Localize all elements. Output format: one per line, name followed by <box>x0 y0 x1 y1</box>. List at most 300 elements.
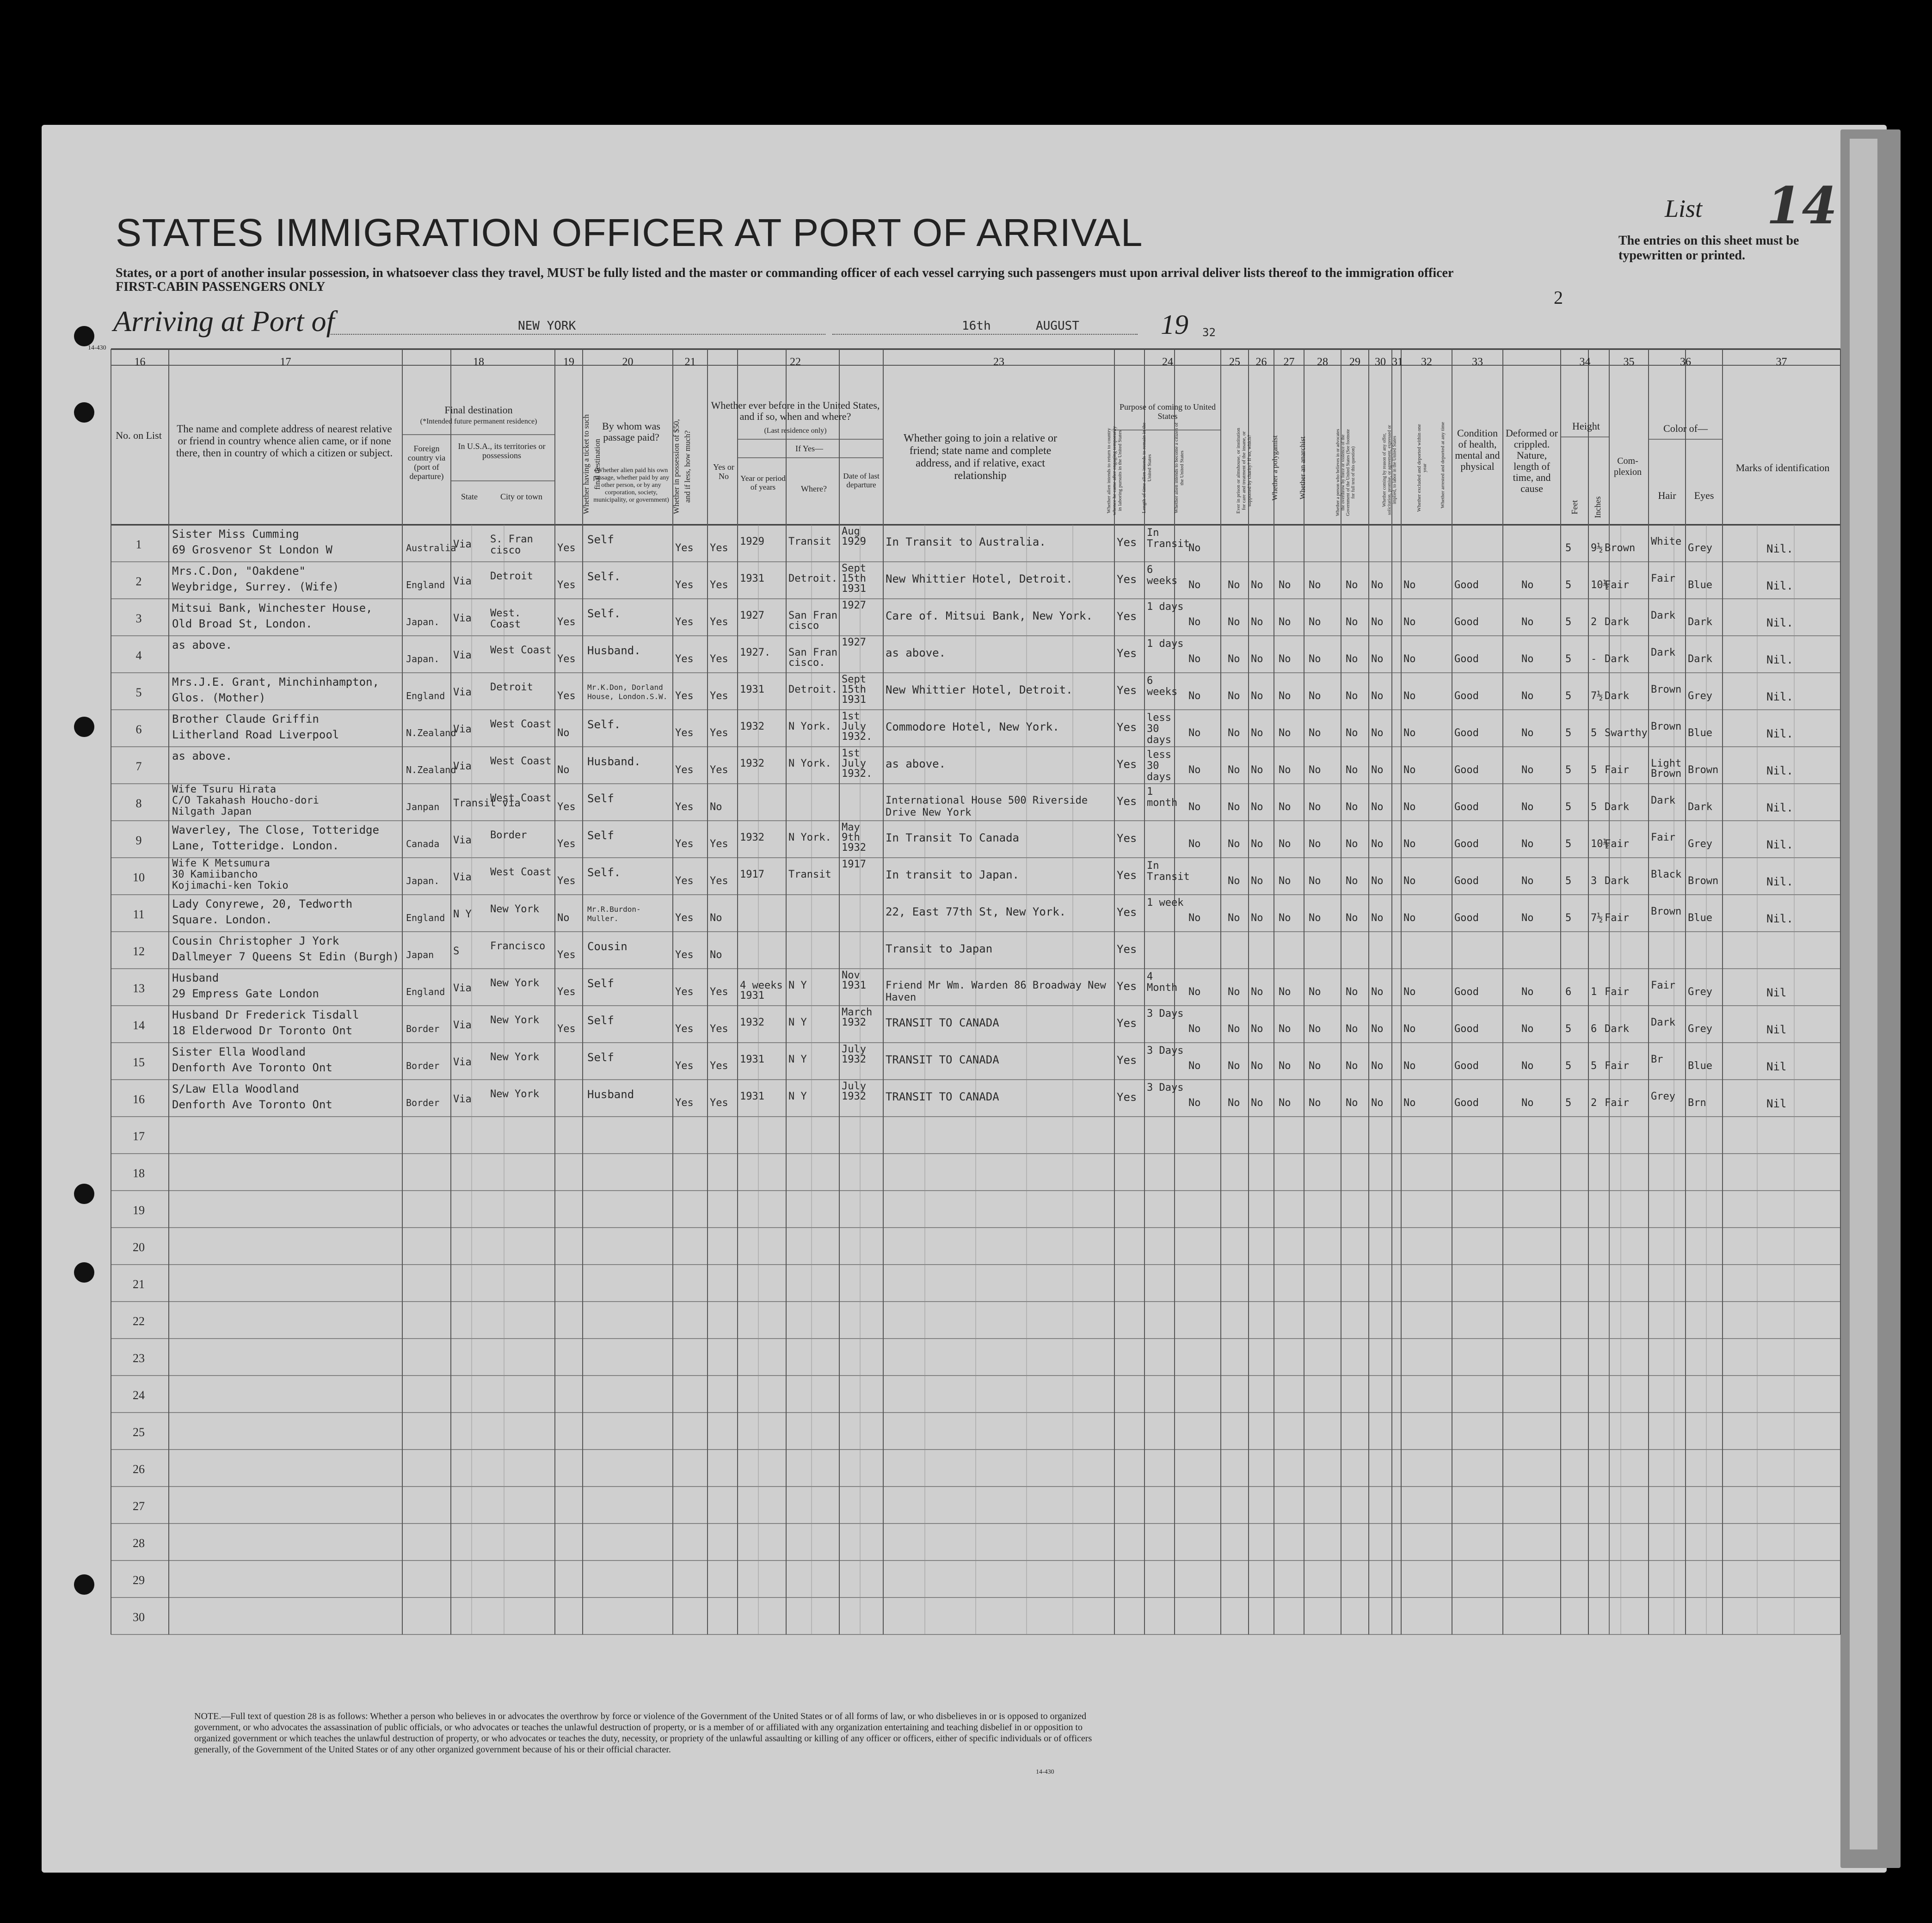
foreign-country-cell: N.Zealand <box>406 764 456 775</box>
anarchist-cell: No <box>1279 1097 1291 1109</box>
column-number: 27 <box>1283 356 1295 368</box>
column-number: 22 <box>790 356 801 368</box>
citizen-cell: No <box>1188 1023 1201 1035</box>
row-number: 28 <box>133 1536 145 1550</box>
hair-cell: Dark <box>1651 647 1675 658</box>
complexion-cell: Dark <box>1605 1023 1629 1035</box>
deported-cell: No <box>1403 1060 1416 1072</box>
column-number: 19 <box>563 356 574 368</box>
relative-address-line: S/Law Ella Woodland <box>172 1082 299 1095</box>
column-number: 35 <box>1623 356 1635 368</box>
year-cell: 4 weeks 1931 <box>740 980 783 1001</box>
before-cell: Yes <box>710 838 728 850</box>
state-cell: Via <box>453 687 472 698</box>
polygamist-cell: No <box>1251 986 1263 998</box>
row-number: 24 <box>133 1388 145 1402</box>
length-of-stay-cell: 1 days <box>1147 601 1184 613</box>
relative-address-line: Brother Claude Griffin <box>172 713 319 725</box>
joining-cell: 22, East 77th St, New York. <box>886 905 1066 918</box>
row-number: 27 <box>133 1499 145 1513</box>
polygamist-cell: No <box>1251 1097 1263 1109</box>
intro-text: States, or a port of another insular possession, in whatsoever class they travel, MUST be fully listed and the master or commanding officer of each vessel carrying such passengers must upon arrival deliver lists thereof to the immigration officer <box>116 266 1454 280</box>
feet-cell: 5 <box>1565 690 1572 702</box>
anarchist-cell: No <box>1279 690 1291 702</box>
purpose-cell: Yes <box>1117 721 1137 734</box>
marks-cell: Nil. <box>1766 875 1793 888</box>
labor-offer-cell: No <box>1346 616 1358 628</box>
hair-cell: Brown <box>1651 684 1682 695</box>
relative-address-line: Mitsui Bank, Winchester House, <box>172 602 373 614</box>
eyes-cell: Brn <box>1688 1097 1706 1109</box>
purpose-cell: Yes <box>1117 573 1137 586</box>
column-number: 25 <box>1229 356 1240 368</box>
header-complexion: Com-plexion <box>1614 456 1642 477</box>
row-number: 23 <box>133 1352 145 1365</box>
purpose-cell: Yes <box>1117 943 1137 956</box>
money-cell: Yes <box>675 949 694 961</box>
deformed-cell: No <box>1521 801 1534 813</box>
complexion-cell: Swarthy <box>1605 727 1648 739</box>
passage-paid-cell: Self <box>587 533 614 546</box>
row-number: 20 <box>133 1241 145 1254</box>
length-of-stay-cell: 1 week <box>1147 897 1184 909</box>
departure-date-cell: May 9th 1932 <box>842 822 866 854</box>
inches-cell: 7½ <box>1591 690 1603 702</box>
state-cell: Via <box>453 613 472 624</box>
health-cell: Good <box>1454 1097 1479 1109</box>
health-cell: Good <box>1454 801 1479 813</box>
marks-cell: Nil <box>1766 1060 1787 1073</box>
complexion-cell: Dark <box>1605 875 1629 887</box>
header-c25: Ever in prison or almshouse, or institution for care and treatment of the insane, or supported by charity? If so, which? <box>1236 428 1252 514</box>
passage-paid-cell: Self. <box>587 718 621 731</box>
deported-cell: No <box>1403 764 1416 776</box>
length-of-stay-cell: 3 Days <box>1147 1045 1184 1057</box>
header-inches: Inches <box>1593 496 1602 518</box>
health-cell: Good <box>1454 616 1479 628</box>
money-cell: Yes <box>675 764 694 776</box>
citizen-cell: No <box>1188 1097 1201 1109</box>
row-number: 30 <box>133 1610 145 1624</box>
foreign-country-cell: England <box>406 690 445 701</box>
class-text: FIRST-CABIN PASSENGERS ONLY <box>116 280 326 294</box>
deported-cell: No <box>1403 616 1416 628</box>
header-if-yes: If Yes— <box>795 444 823 453</box>
header-nearest-relative: The name and complete address of nearest relative or friend in country whence alien came, or if none there, then in country of which a citizen or subject. <box>176 423 393 459</box>
before-cell: Yes <box>710 542 728 554</box>
joining-cell: International House 500 Riverside Drive New York <box>886 795 1088 818</box>
header-c24a: Whether alien intends to return to country whence he came after engaging temporarily in laboring pursuits in the United States <box>1106 426 1123 516</box>
header-final-destination: Final destination <box>444 404 513 416</box>
header-c28: Whether a person who believes in or advocates the overthrow by force or violence of the Government of the United States (See footnote for full text of this question) <box>1335 429 1356 516</box>
row-number: 7 <box>135 760 142 773</box>
state-cell: Via <box>453 1057 472 1068</box>
relative-address-line: Dallmeyer 7 Queens St Edin (Burgh) <box>172 950 400 963</box>
foreign-country-cell: Japan. <box>406 875 440 886</box>
city-cell: West Coast <box>490 793 552 804</box>
anarchist-cell: No <box>1279 616 1291 628</box>
where-cell: Transit <box>788 869 831 880</box>
purpose-cell: Yes <box>1117 1091 1137 1104</box>
citizen-cell: No <box>1188 616 1201 628</box>
departure-date-cell: July 1932 <box>842 1081 866 1102</box>
polygamist-cell: No <box>1251 690 1263 702</box>
year-cell: 1931 <box>740 684 764 695</box>
purpose-cell: Yes <box>1117 1054 1137 1067</box>
departure-date-cell: Nov 1931 <box>842 970 866 991</box>
joining-cell: New Whittier Hotel, Detroit. <box>886 572 1073 585</box>
header-final-destination-note: (*Intended future permanent residence) <box>420 418 537 425</box>
header-c24c: Whether alien intends to become a citizen of the United States <box>1174 422 1185 514</box>
departure-date-cell: 1927 <box>842 600 866 611</box>
joining-cell: Commodore Hotel, New York. <box>886 720 1059 733</box>
city-cell: New York <box>490 977 539 989</box>
deformed-cell: No <box>1521 1060 1534 1072</box>
length-of-stay-cell: 1 month <box>1147 786 1178 809</box>
anarchist-cell: No <box>1279 764 1291 776</box>
relative-address-line: Old Broad St, London. <box>172 617 313 630</box>
prison-cell: No <box>1228 1060 1240 1072</box>
citizen-cell: No <box>1188 653 1201 665</box>
state-cell: Via <box>453 872 472 883</box>
marks-cell: Nil. <box>1766 542 1793 555</box>
labor-offer-cell: No <box>1346 727 1358 739</box>
column-number: 23 <box>993 356 1004 368</box>
prison-cell: No <box>1228 875 1240 887</box>
passage-paid-cell: Husband. <box>587 755 641 768</box>
column-number: 29 <box>1349 356 1360 368</box>
departure-date-cell: 1917 <box>842 859 866 870</box>
relative-address-line: 29 Empress Gate London <box>172 987 319 1000</box>
passage-paid-cell: Husband. <box>587 644 641 657</box>
foreign-country-cell: Japan <box>406 949 434 960</box>
header-c24b: Length of time alien intends to remain in the United States <box>1141 422 1152 514</box>
money-cell: Yes <box>675 690 694 702</box>
city-cell: New York <box>490 903 539 915</box>
header-foreign-country: Foreign country via (port of departure) <box>407 444 446 481</box>
where-cell: N Y <box>788 1017 807 1028</box>
marks-cell: Nil. <box>1766 764 1793 777</box>
foreign-country-cell: Border <box>406 1097 440 1108</box>
joining-cell: In Transit To Canada <box>886 831 1019 844</box>
marks-cell: Nil <box>1766 1097 1787 1110</box>
feet-cell: 5 <box>1565 542 1572 554</box>
overthrow-cell: No <box>1309 875 1321 887</box>
health-cell: Good <box>1454 1060 1479 1072</box>
hair-cell: Dark <box>1651 1017 1675 1028</box>
length-of-stay-cell: 4 Month <box>1147 971 1178 994</box>
money-cell: Yes <box>675 801 694 813</box>
where-cell: N Y <box>788 1054 807 1065</box>
header-c26: Whether a polygamist <box>1271 435 1279 501</box>
excluded-cell: No <box>1371 764 1384 776</box>
health-cell: Good <box>1454 986 1479 998</box>
inches-cell: - <box>1591 653 1597 665</box>
inches-cell: 10½ <box>1591 579 1609 591</box>
typewritten-note: The entries on this sheet must be typewritten or printed. <box>1618 233 1799 263</box>
row-number: 11 <box>133 908 145 921</box>
relative-address-line: Sister Ella Woodland <box>172 1045 306 1058</box>
before-cell: No <box>710 912 722 924</box>
length-of-stay-cell: 1 days <box>1147 638 1184 650</box>
eyes-cell: Grey <box>1688 1023 1712 1035</box>
overthrow-cell: No <box>1309 764 1321 776</box>
marks-cell: Nil. <box>1766 912 1793 925</box>
hair-cell: Dark <box>1651 610 1675 621</box>
deported-cell: No <box>1403 653 1416 665</box>
ticket-cell: Yes <box>557 542 576 554</box>
overthrow-cell: No <box>1309 1060 1321 1072</box>
deported-cell: No <box>1403 727 1416 739</box>
city-cell: New York <box>490 1051 539 1063</box>
complexion-cell: Brown <box>1605 542 1636 554</box>
state-cell: S <box>453 946 460 957</box>
prison-cell: No <box>1228 727 1240 739</box>
city-cell: West Coast <box>490 719 552 730</box>
inches-cell: 5 <box>1591 1060 1597 1072</box>
header-possession-50: Whether in possession of $50, and if less, how much? <box>672 419 692 514</box>
year-cell: 1931 <box>740 1091 764 1102</box>
length-of-stay-cell: less 30 days <box>1147 749 1171 783</box>
feet-cell: 5 <box>1565 616 1572 628</box>
header-passage-paid: By whom was passage paid? <box>602 420 660 443</box>
deformed-cell: No <box>1521 875 1534 887</box>
city-cell: Detroit <box>490 571 533 582</box>
footnote: NOTE.—Full text of question 28 is as follows: Whether a person who believes in or advocates the overthrow by force or violence of the Government of the United States or of all forms of law, or who disbelieves in or is opposed to organized government, or who advocates the assassination of public officials, or who advocates or teaches the unlawful destruction of property, or is a member of or affiliated with any organization entertaining and teaching disbelief in or opposition to organized government or which teaches the unlawful destruction of property, or who advocates or teaches the duty, necessity, or propriety of the unlawful assaulting or killing of any officer or officers, either of specific individuals or of officers generally, of the Government of the United States or of any other organized government because of his or their official character. <box>194 1711 1092 1755</box>
header-c29: Whether coming by reason of any offer, solicitation, promise, or agreement, expressed or implied, to labor in the United States <box>1382 425 1397 515</box>
marks-cell: Nil. <box>1766 690 1793 703</box>
departure-date-cell: 1st July 1932. <box>842 711 873 743</box>
citizen-cell: No <box>1188 727 1201 739</box>
health-cell: Good <box>1454 579 1479 591</box>
inches-cell: 9½ <box>1591 542 1603 554</box>
polygamist-cell: No <box>1251 801 1263 813</box>
deformed-cell: No <box>1521 653 1534 665</box>
joining-cell: In transit to Japan. <box>886 868 1019 881</box>
ticket-cell: Yes <box>557 838 576 850</box>
passage-paid-cell: Mr.R.Burdon-Muller. <box>587 905 641 923</box>
column-number: 34 <box>1579 356 1591 368</box>
anarchist-cell: No <box>1279 912 1291 924</box>
row-number: 18 <box>133 1167 145 1180</box>
relative-address-line: Lady Conyrewe, 20, Tedworth <box>172 897 353 910</box>
ticket-cell: Yes <box>557 875 576 887</box>
column-number: 20 <box>622 356 634 368</box>
deported-cell: No <box>1403 579 1416 591</box>
health-cell: Good <box>1454 690 1479 702</box>
purpose-cell: Yes <box>1117 1017 1137 1030</box>
year-cell: 1932 <box>740 721 764 732</box>
row-number: 21 <box>133 1278 145 1291</box>
foreign-country-cell: Australia <box>406 542 456 553</box>
deported-cell: No <box>1403 912 1416 924</box>
column-number: 33 <box>1472 356 1483 368</box>
where-cell: N Y <box>788 1091 807 1102</box>
row-number: 25 <box>133 1425 145 1439</box>
row-number: 14 <box>133 1019 145 1032</box>
purpose-cell: Yes <box>1117 610 1137 623</box>
citizen-cell: No <box>1188 801 1201 813</box>
labor-offer-cell: No <box>1346 653 1358 665</box>
prison-cell: No <box>1228 986 1240 998</box>
purpose-cell: Yes <box>1117 832 1137 845</box>
departure-date-cell: Aug 1929 <box>842 526 866 547</box>
marks-cell: Nil. <box>1766 838 1793 851</box>
year-suffix: 32 <box>1202 326 1216 339</box>
hair-cell: Fair <box>1651 832 1675 843</box>
before-cell: No <box>710 949 722 961</box>
deformed-cell: No <box>1521 1023 1534 1035</box>
overthrow-cell: No <box>1309 653 1321 665</box>
overthrow-cell: No <box>1309 616 1321 628</box>
anarchist-cell: No <box>1279 875 1291 887</box>
deported-cell: No <box>1403 1023 1416 1035</box>
marks-cell: Nil. <box>1766 727 1793 740</box>
deported-cell: No <box>1403 690 1416 702</box>
header-yes-or-no: Yes or No <box>713 462 734 481</box>
year-cell: 1917 <box>740 869 764 880</box>
joining-cell: TRANSIT TO CANADA <box>886 1016 999 1029</box>
citizen-cell: No <box>1188 986 1201 998</box>
inches-cell: 5 <box>1591 727 1597 739</box>
money-cell: Yes <box>675 912 694 924</box>
row-number: 29 <box>133 1573 145 1587</box>
passage-paid-cell: Cousin <box>587 940 628 953</box>
passage-paid-cell: Self. <box>587 866 621 879</box>
row-number: 6 <box>135 723 142 736</box>
city-cell: West Coast <box>490 866 552 878</box>
state-cell: Via <box>453 724 472 735</box>
row-number: 2 <box>135 575 142 588</box>
foreign-country-cell: Japan. <box>406 653 440 664</box>
before-cell: Yes <box>710 1060 728 1072</box>
feet-cell: 5 <box>1565 579 1572 591</box>
departure-date-cell: March 1932 <box>842 1007 873 1028</box>
anarchist-cell: No <box>1279 653 1291 665</box>
overthrow-cell: No <box>1309 579 1321 591</box>
purpose-cell: Yes <box>1117 795 1137 808</box>
feet-cell: 5 <box>1565 875 1572 887</box>
length-of-stay-cell: In Transit <box>1147 527 1190 550</box>
prison-cell: No <box>1228 1097 1240 1109</box>
passage-paid-cell: Husband <box>587 1088 634 1101</box>
sheet-number: 2 <box>1554 287 1563 308</box>
feet-cell: 5 <box>1565 1023 1572 1035</box>
before-cell: Yes <box>710 986 728 998</box>
eyes-cell: Blue <box>1688 912 1712 924</box>
labor-offer-cell: No <box>1346 986 1358 998</box>
header-c30: Whether excluded and deported within one year <box>1416 424 1427 512</box>
city-cell: West Coast <box>490 645 552 656</box>
column-number: 16 <box>134 356 146 368</box>
header-date-departure: Date of last departure <box>843 472 880 489</box>
row-number: 8 <box>135 797 142 810</box>
joining-cell: In Transit to Australia. <box>886 535 1046 548</box>
header-where: Where? <box>801 484 827 493</box>
before-cell: No <box>710 801 722 813</box>
excluded-cell: No <box>1371 1097 1384 1109</box>
year-prefix: 19 <box>1161 309 1188 340</box>
before-cell: Yes <box>710 690 728 702</box>
excluded-cell: No <box>1371 1060 1384 1072</box>
before-cell: Yes <box>710 764 728 776</box>
list-label: List <box>1665 195 1703 222</box>
row-number: 22 <box>133 1315 145 1328</box>
column-number: 36 <box>1680 356 1691 368</box>
purpose-cell: Yes <box>1117 647 1137 660</box>
money-cell: Yes <box>675 838 694 850</box>
row-number: 9 <box>135 834 142 847</box>
arriving-label: Arriving at Port of <box>113 305 335 338</box>
purpose-cell: Yes <box>1117 536 1137 549</box>
feet-cell: 5 <box>1565 653 1572 665</box>
polygamist-cell: No <box>1251 838 1263 850</box>
relative-address-line: Wife K Metsumura <box>172 858 270 869</box>
citizen-cell: No <box>1188 838 1201 850</box>
deported-cell: No <box>1403 986 1416 998</box>
ticket-cell: No <box>557 727 570 739</box>
eyes-cell: Dark <box>1688 653 1712 665</box>
purpose-cell: Yes <box>1117 980 1137 993</box>
ticket-cell: No <box>557 912 570 924</box>
prison-cell: No <box>1228 1023 1240 1035</box>
labor-offer-cell: No <box>1346 912 1358 924</box>
relative-address-line: Denforth Ave Toronto Ont <box>172 1098 332 1111</box>
excluded-cell: No <box>1371 1023 1384 1035</box>
anarchist-cell: No <box>1279 986 1291 998</box>
health-cell: Good <box>1454 764 1479 776</box>
prison-cell: No <box>1228 764 1240 776</box>
labor-offer-cell: No <box>1346 1023 1358 1035</box>
purpose-cell: Yes <box>1117 758 1137 771</box>
column-number: 24 <box>1162 356 1173 368</box>
foreign-country-cell: Canada <box>406 838 440 849</box>
column-number: 37 <box>1776 356 1787 368</box>
row-number: 13 <box>133 982 145 995</box>
complexion-cell: Dark <box>1605 616 1629 628</box>
header-usa-possessions: In U.S.A., its territories or possessions <box>458 442 546 460</box>
departure-date-cell: 1st July 1932. <box>842 748 873 780</box>
ticket-cell: No <box>557 764 570 776</box>
foreign-country-cell: England <box>406 579 445 590</box>
row-number: 17 <box>133 1130 145 1143</box>
length-of-stay-cell: In Transit <box>1147 860 1190 883</box>
relative-address-line: Glos. (Mother) <box>172 691 266 704</box>
inches-cell: 6 <box>1591 1023 1597 1035</box>
header-city: City or town <box>500 492 542 501</box>
column-number: 18 <box>473 356 484 368</box>
health-cell: Good <box>1454 1023 1479 1035</box>
health-cell: Good <box>1454 838 1479 850</box>
hair-cell: Dark <box>1651 795 1675 806</box>
excluded-cell: No <box>1371 801 1384 813</box>
year-cell: 1932 <box>740 758 764 769</box>
row-number: 19 <box>133 1204 145 1217</box>
inches-cell: 5 <box>1591 801 1597 813</box>
header-purpose: Purpose of coming to United States <box>1120 402 1216 421</box>
relative-address-line: 18 Elderwood Dr Toronto Ont <box>172 1024 353 1037</box>
list-number: 14 <box>1766 176 1838 235</box>
header-ever-before: Whether ever before in the United States, and if so, when and where? <box>711 399 880 422</box>
length-of-stay-cell: less 30 days <box>1147 712 1171 746</box>
relative-address-line: Wife Tsuru Hirata <box>172 784 277 795</box>
state-cell: Via <box>453 539 472 550</box>
deported-cell: No <box>1403 801 1416 813</box>
column-number: 32 <box>1421 356 1432 368</box>
excluded-cell: No <box>1371 690 1384 702</box>
relative-address-line: Kojimachi-ken Tokio <box>172 880 289 891</box>
polygamist-cell: No <box>1251 912 1263 924</box>
